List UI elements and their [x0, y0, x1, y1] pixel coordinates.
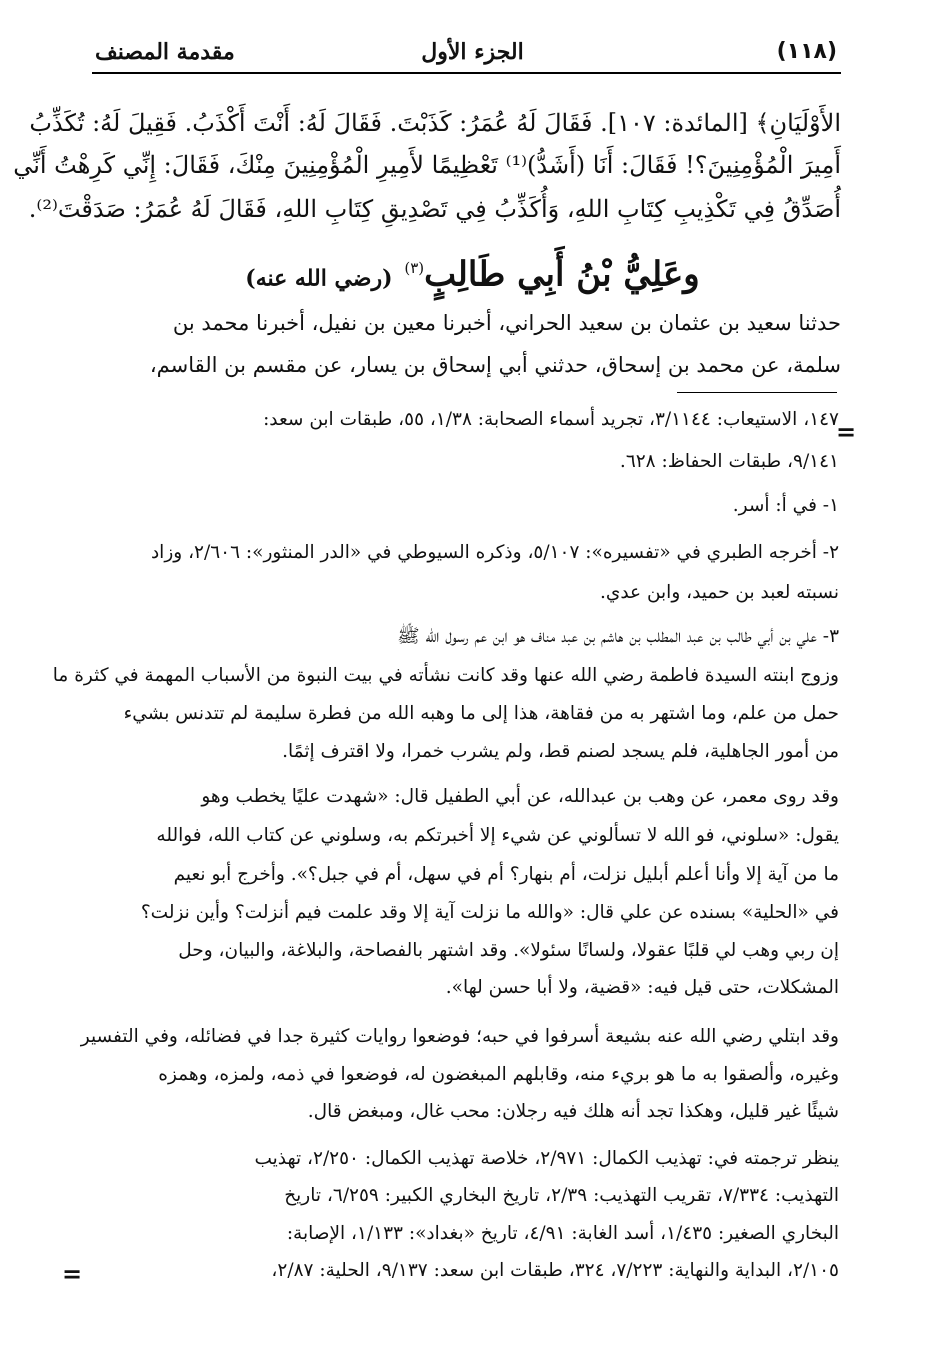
footnote-line: التهذيب: ٧/٣٣٤، تقريب التهذيب: ٢/٣٩، تاريخ البخاري الكبير: ٦/٢٥٩، تاريخ — [284, 1185, 839, 1206]
footnote-line: في «الحلية» بسنده عن علي قال: «والله ما نزلت آية إلا وقد علمت فيم أنزلت؟ وأين نزلت؟ — [140, 902, 839, 923]
section-heading — [0, 240, 945, 306]
footnote-line: البخاري الصغير: ١/٤٣٥، أسد الغابة: ٤/٩١، تاريخ «بغداد»: ١/١٣٣، الإصابة: — [286, 1223, 839, 1244]
footnote-line: ١- في أ: أسر. — [732, 495, 839, 516]
isnad-line: سلمة، عن محمد بن إسحاق، حدثني أبي إسحاق بن يسار، عن مقسم بن القاسم، — [149, 353, 841, 377]
main-text-line: الأَوْلَيَانِ﴾ [المائدة: ١٠٧]. فَقَالَ لَهُ عُمَرُ: كَذَبْتَ. فَقَالَ لَهُ: أَنْتَ أَكْذَبُ. فَقِيلَ لَهُ: تُكَذِّبُ — [29, 109, 841, 137]
section-title: مقدمة المصنف — [95, 39, 235, 65]
footnote-line: من أمور الجاهلية، فلم يسجد لصنم قط، ولم يشرب خمرا، ولا اقترف إثمًا. — [282, 741, 839, 762]
footnote-line: إن ربي وهب لي قلبًا عقولا، ولسانًا سئولا». وقد اشتهر بالفصاحة، والبلاغة، والبيان، وحل — [178, 940, 839, 961]
page-number: (١١٨) — [776, 39, 837, 64]
heading-title: وعَلِيُّ بْنُ أَبِي طَالِبٍ — [424, 254, 700, 295]
footnote-line: نسبته لعبد بن حميد، وابن عدي. — [599, 582, 839, 603]
footnote-line: ٣- علي بن أبي طالب بن عبد المطلب بن هاشم بن عبد مناف هو ابن عم رسول الله ﷺ — [397, 626, 839, 647]
continuation-mark: = — [836, 418, 857, 446]
footnote-line: وقد روى معمر، عن وهب بن عبدالله، عن أبي الطفيل قال: «شهدت عليًا يخطب وهو — [201, 786, 839, 807]
footnote-line: ١٤٧، الاستيعاب: ٣/١١٤٤، تجريد أسماء الصحابة: ١/٣٨، ٥٥، طبقات ابن سعد: — [263, 409, 839, 430]
footnote-line: ٢- أخرجه الطبري في «تفسيره»: ٥/١٠٧، وذكره السيوطي في «الدر المنثور»: ٢/٦٠٦، وزاد — [150, 542, 839, 563]
heading-honorific: (رضي الله عنه) — [245, 265, 393, 292]
footnote-line: المشكلات، حتى قيل فيه: «قضية، ولا أبا حسن لها». — [445, 977, 839, 998]
footnote-line: ٢/١٠٥، البداية والنهاية: ٧/٢٢٣، ٣٢٤، طبقات ابن سعد: ٩/١٣٧، الحلية: ٢/٨٧، — [271, 1260, 839, 1281]
footnote-line: ينظر ترجمته في: تهذيب الكمال: ٢/٩٧١، خلاصة تهذيب الكمال: ٢/٢٥٠، تهذيب — [254, 1148, 839, 1169]
main-text-line: أُصَدِّقُ فِي تَكْذِيبِ كِتَابِ اللهِ، وَأُكَذِّبُ فِي تَصْدِيقِ كِتَابِ اللهِ، فَقَالَ لَهُ عُمَرُ: صَدَقْتَ⁽²⁾. — [28, 195, 841, 223]
footnote-line: يقول: «سلوني، فو الله لا تسألوني عن شيء إلا أخبرتكم به، وسلوني عن كتاب الله، فوالله — [156, 825, 839, 846]
footnote-line: ٩/١٤١، طبقات الحفاظ: ٦٢٨. — [619, 451, 839, 472]
heading-note-ref: (٣) — [404, 259, 425, 277]
continuation-mark-bottom: = — [62, 1260, 83, 1288]
footnote-line: حمل من علم، وما اشتهر به من فقاهة، هذا إلى ما وهبه الله من فطرة سليمة لم تتدنس بشيء — [123, 703, 839, 724]
main-text-line: أَمِيرَ الْمُؤْمِنِينَ؟! فَقَالَ: أَنَا (أَشَدُّ)⁽¹⁾ تَعْظِيمًا لأَمِيرِ الْمُؤْمِنِينَ مِنْكَ، فَقَالَ: إِنِّي كَرِهْتُ أَنِّي — [13, 151, 841, 179]
footnote-line: شيئًا غير قليل، وهكذا تجد أنه هلك فيه رجلان: محب غال، ومبغض قال. — [307, 1101, 839, 1122]
isnad-line: حدثنا سعيد بن عثمان بن سعيد الحراني، أخبرنا معين بن نفيل، أخبرنا محمد بن — [172, 311, 841, 335]
footnote-rule — [677, 392, 837, 393]
volume-title: الجزء الأول — [421, 39, 524, 65]
footnote-line: وغيره، وألصقوا به ما هو بريء منه، وقابلهم المبغضون له، فوضعوا في ذمه، ولمزه، وهمزه — [158, 1064, 839, 1085]
footnote-line: ما من آية إلا وأنا أعلم أبليل نزلت، أم بنهار؟ أم في سهل، أم في جبل؟». وأخرج أبو نعيم — [173, 864, 839, 885]
footnote-line: وقد ابتلي رضي الله عنه بشيعة أسرفوا في حبه؛ فوضعوا روايات كثيرة جدا في فضائله، وفي التفسير — [80, 1026, 839, 1047]
footnote-line: وزوج ابنته السيدة فاطمة رضي الله عنها وقد كانت نشأته في بيت النبوة من الأسباب المهمة في كثرة ما — [52, 665, 839, 686]
header-rule — [92, 72, 841, 74]
